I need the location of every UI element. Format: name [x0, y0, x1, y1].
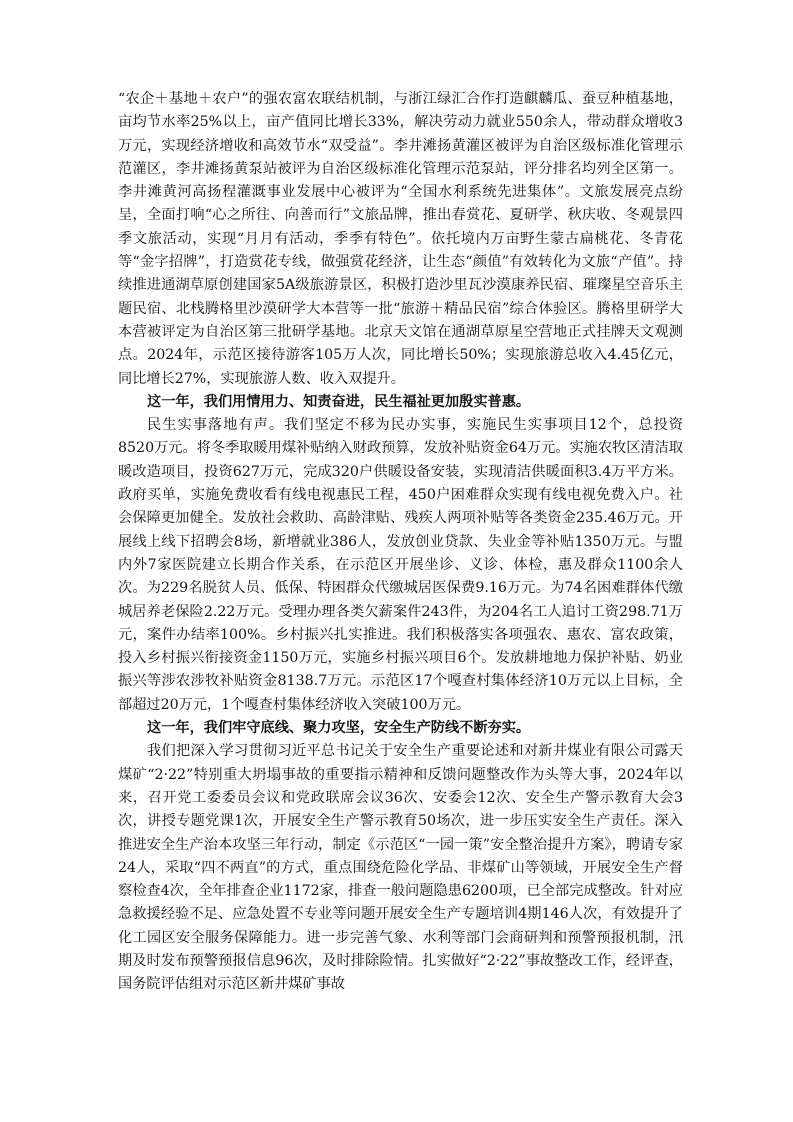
paragraph-tourism-water: “农企＋基地＋农户”的强农富农联结机制，与浙江绿汇合作打造麒麟瓜、蚕豆种植基地，亩均节水率25%以上，亩产值同比增长33%，解决劳动力就业550余人，带动群众增收3万元，实现经济增收和高效节水“双受益”。李井滩扬黄灌区被评为自治区级标准化管理示范灌区，李井滩扬黄泵站被评为自治区级标准化管理示范泵站，评分排名均列全区第一。李井滩黄河高扬程灌溉事业发展中心被评为“全国水利系统先进集体”。文旅发展亮点纷呈，全面打响“心之所往、向善而行”文旅品牌，推出春赏花、夏研学、秋庆收、冬观景四季文旅活动，实现“月月有活动，季季有特色”。依托境内万亩野生蒙古扁桃花、冬青花等“金字招牌”，打造赏花专线，做强赏花经济，让生态“颜值”有效转化为文旅“产值”。持续推进通湖草原创建国家5A级旅游景区，积极打造沙里瓦沙漠康养民宿、璀璨星空音乐主题民宿、北栈腾格里沙漠研学大本营等一批“旅游＋精品民宿”综合体验区。腾格里研学大本营被评定为自治区第三批研学基地。北京天文馆在通湖草原星空营地正式挂牌天文观测点。2024年，示范区接待游客105万人次，同比增长50%；实现旅游总收入4.45亿元，同比增长27%，实现旅游人数、收入双提升。: [118, 91, 683, 387]
paragraph-safety: 我们把深入学习贯彻习近平总书记关于安全生产重要论述和对新井煤业有限公司露天煤矿“2·22”特别重大坍塌事故的重要指示精神和反馈问题整改作为头等大事，2024年以来，召开党工委委员会议和党政联席会议36次、安委会12次、安全生产警示教育大会3次，讲授专题党课1次，开展安全生产警示教育50场次，进一步压实安全生产责任。深入推进安全生产治本攻坚三年行动，制定《示范区“一园一策”安全整治提升方案》，聘请专家24人，采取“四不两直”的方式，重点围绕危险化学品、非煤矿山等领域，开展安全生产督察检查4次，全年排查企业1172家，排查一般问题隐患6200项，已全部完成整改。针对应急救援经验不足、应急处置不专业等问题开展安全生产专题培训4期146人次，有效提升了化工园区安全服务保障能力。进一步完善气象、水利等部门会商研判和预警预报机制，汛期及时发布预警预报信息96次，及时排除险情。扎实做好“2·22”事故整改工作，经评查，国务院评估组对示范区新井煤矿事故: [118, 743, 683, 993]
section-heading-safety: 这一年，我们牢守底线、聚力攻坚，安全生产防线不断夯实。: [147, 720, 531, 737]
section-heading-livelihood: 这一年，我们用情用力、知责奋进，民生福祉更加殷实普惠。: [147, 393, 531, 410]
paragraph-livelihood: 民生实事落地有声。我们坚定不移为民办实事，实施民生实事项目12个，总投资8520万元。将冬季取暖用煤补贴纳入财政预算，发放补贴资金64万元。实施农牧区清洁取暖改造项目，投资627万元，完成320户供暖设备安装，实现清洁供暖面积3.4万平方米。政府买单，实施免费收看有线电视惠民工程，450户困难群众实现有线电视免费入户。社会保障更加健全。发放社会救助、高龄津贴、残疾人两项补贴等各类资金235.46万元。开展线上线下招聘会8场，新增就业386人，发放创业贷款、失业金等补贴1350万元。与盟内外7家医院建立长期合作关系，在示范区开展坐诊、义诊、体检，惠及群众1100余人次。为229名脱贫人员、低保、特困群众代缴城居医保费9.16万元。为74名困难群体代缴城居养老保险2.22万元。受理办理各类欠薪案件243件，为204名工人追讨工资298.71万元，案件办结率100%。乡村振兴扎实推进。我们积极落实各项强农、惠农、富农政策，投入乡村振兴衔接资金1150万元，实施乡村振兴项目6个。发放耕地地力保护补贴、奶业振兴等涉农涉牧补贴资金8138.7万元。示范区17个嘎查村集体经济10万元以上目标，全部超过20万元，1个嘎查村集体经济收入突破100万元。: [118, 417, 683, 713]
document-page: [118, 88, 683, 997]
